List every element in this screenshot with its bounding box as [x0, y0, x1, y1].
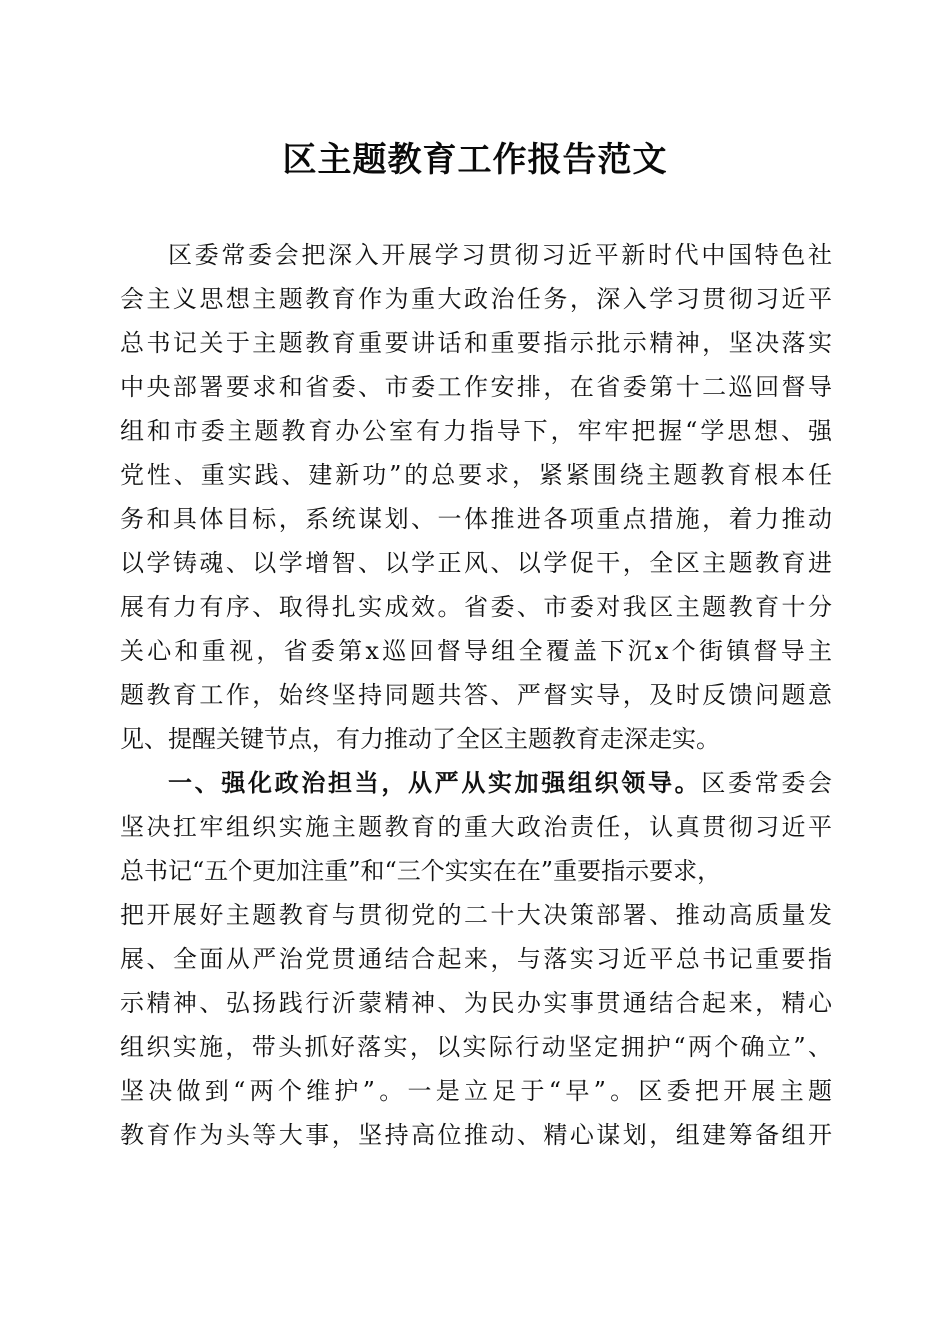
text-line: 总书记关于主题教育重要讲话和重要指示批示精神，坚决落实: [120, 329, 832, 357]
section-heading: 一、强化政治担当，从严从实加强组织领导。: [168, 769, 702, 797]
text-line: 展、全面从严治党贯通结合起来，与落实习近平总书记重要指: [120, 945, 832, 973]
text-line: [120, 761, 832, 805]
text-line: 把开展好主题教育与贯彻党的二十大决策部署、推动高质量发: [120, 901, 832, 929]
text-line: 中央部署要求和省委、市委工作安排，在省委第十二巡回督导: [120, 373, 832, 401]
text-line: 务和具体目标，系统谋划、一体推进各项重点措施，着力推动: [120, 505, 832, 533]
text-line: 党性、重实践、建新功”的总要求，紧紧围绕主题教育根本任: [120, 461, 832, 489]
text-line: 见、提醒关键节点，有力推动了全区主题教育走深走实。: [120, 725, 720, 753]
text-line: 以学铸魂、以学增智、以学正风、以学促干，全区主题教育进: [120, 549, 832, 577]
text-line: 示精神、弘扬践行沂蒙精神、为民办实事贯通结合起来，精心: [120, 989, 832, 1017]
text-line: 坚决做到“两个维护”。一是立足于“早”。区委把开展主题: [120, 1077, 832, 1105]
text-line: 关心和重视，省委第x巡回督导组全覆盖下沉x个街镇督导主: [120, 637, 832, 665]
text-line: 总书记“五个更加注重”和“三个实实在在”重要指示要求，: [120, 857, 722, 885]
text-line: 坚决扛牢组织实施主题教育的重大政治责任，认真贯彻习近平: [120, 813, 832, 841]
text-line: 展有力有序、取得扎实成效。省委、市委对我区主题教育十分: [120, 593, 832, 621]
document-title: 区主题教育工作报告范文: [282, 140, 668, 180]
text-line: 组织实施，带头抓好落实，以实际行动坚定拥护“两个确立”、: [120, 1033, 832, 1061]
text-line: 教育作为头等大事，坚持高位推动、精心谋划，组建筹备组开: [120, 1121, 832, 1149]
text-line: 组和市委主题教育办公室有力指导下，牢牢把握“学思想、强: [120, 417, 832, 445]
paragraph-section-one: [120, 761, 832, 1157]
text-line: 题教育工作，始终坚持同题共答、严督实导，及时反馈问题意: [120, 681, 832, 709]
paragraph-intro: [120, 233, 832, 761]
text-line: 会主义思想主题教育作为重大政治任务，深入学习贯彻习近平: [120, 285, 832, 313]
text-line: 区委常委会把深入开展学习贯彻习近平新时代中国特色社: [168, 241, 832, 269]
section-heading-rest: 区委常委会: [701, 769, 833, 797]
